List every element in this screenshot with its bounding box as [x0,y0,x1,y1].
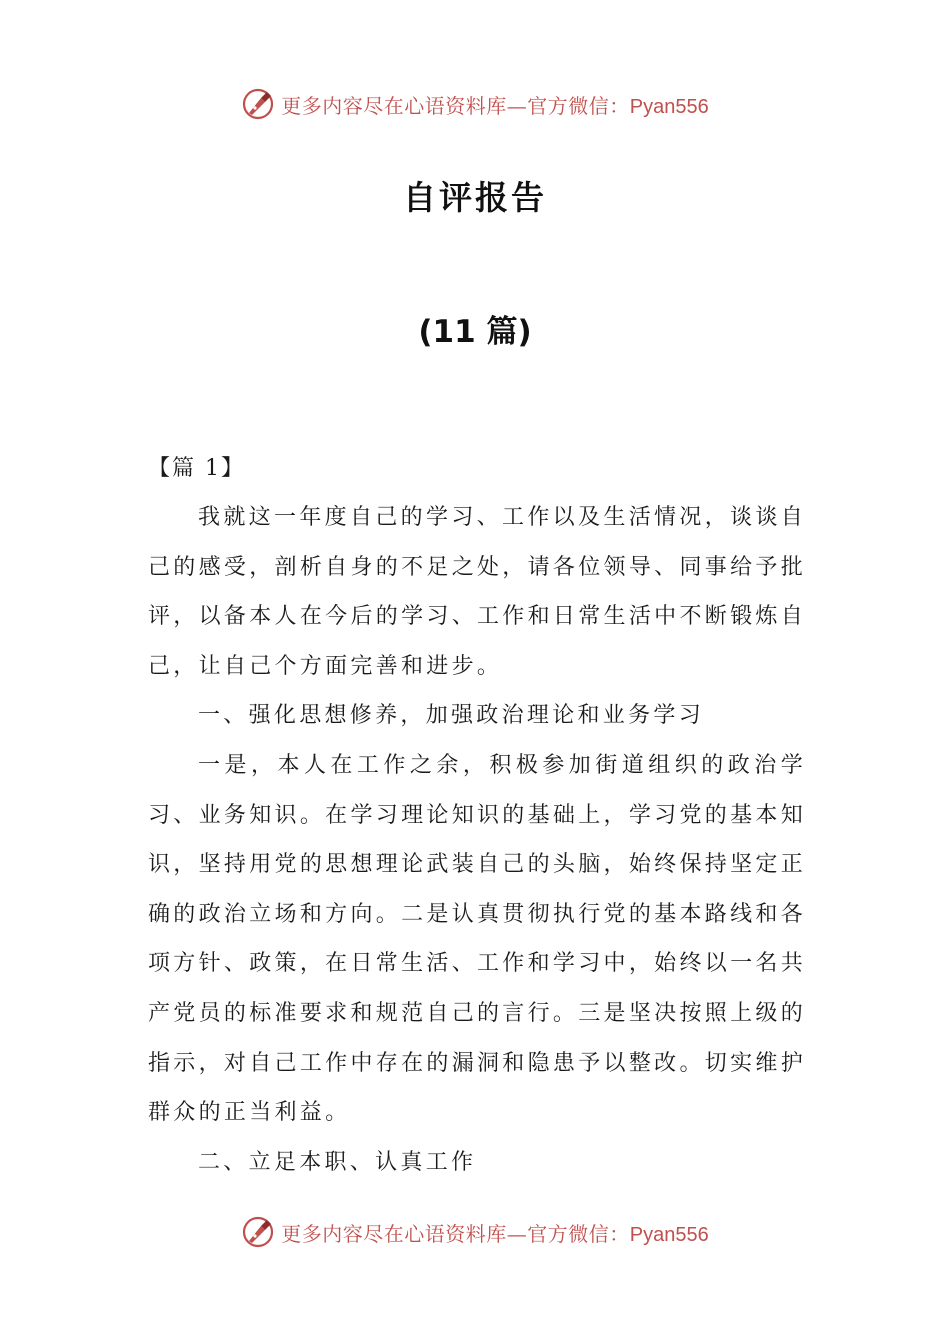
watermark-wechat-id: Pyan556 [629,1223,709,1246]
pen-nib-icon [241,87,275,121]
section-heading: 二、立足本职、认真工作 [198,1149,477,1175]
document-subtitle: (11 篇) [418,314,532,350]
section-heading: 一、强化思想修养，加强政治理论和业务学习 [198,703,705,729]
document-body [148,444,806,1187]
paragraph: 一是，本人在工作之余，积极参加街道组织的政治学习、业务知识。在学习理论知识的基础上，学习党的基本知识，坚持用党的思想理论武装自己的头脑，始终保持坚定正确的政治立场和方向。二是认真贯彻执行党的基本路线和各项方针、政策，在日常生活、工作和学习中，始终以一名共产党员的标准要求和规范自己的言行。三是坚决按照上级的指示，对自己工作中存在的漏洞和隐患予以整改。切实维护群众的正当利益。 [148,752,806,1126]
watermark-text: 更多内容尽在心语资料库—官方微信：Pyan556 [281,1221,709,1246]
footer-watermark [0,1210,950,1254]
pen-nib-icon [241,1215,275,1249]
document-title: 自评报告 [403,178,547,217]
paragraph: 我就这一年度自己的学习、工作以及生活情况，谈谈自己的感受，剖析自身的不足之处，请各位领导、同事给予批评，以备本人在今后的学习、工作和日常生活中不断锻炼自己，让自己个方面完善和进步。 [148,505,806,679]
section-label: 【篇 1】 [148,456,245,481]
header-watermark [0,82,950,126]
watermark-text: 更多内容尽在心语资料库—官方微信：Pyan556 [281,93,709,118]
watermark-wechat-id: Pyan556 [629,95,709,118]
